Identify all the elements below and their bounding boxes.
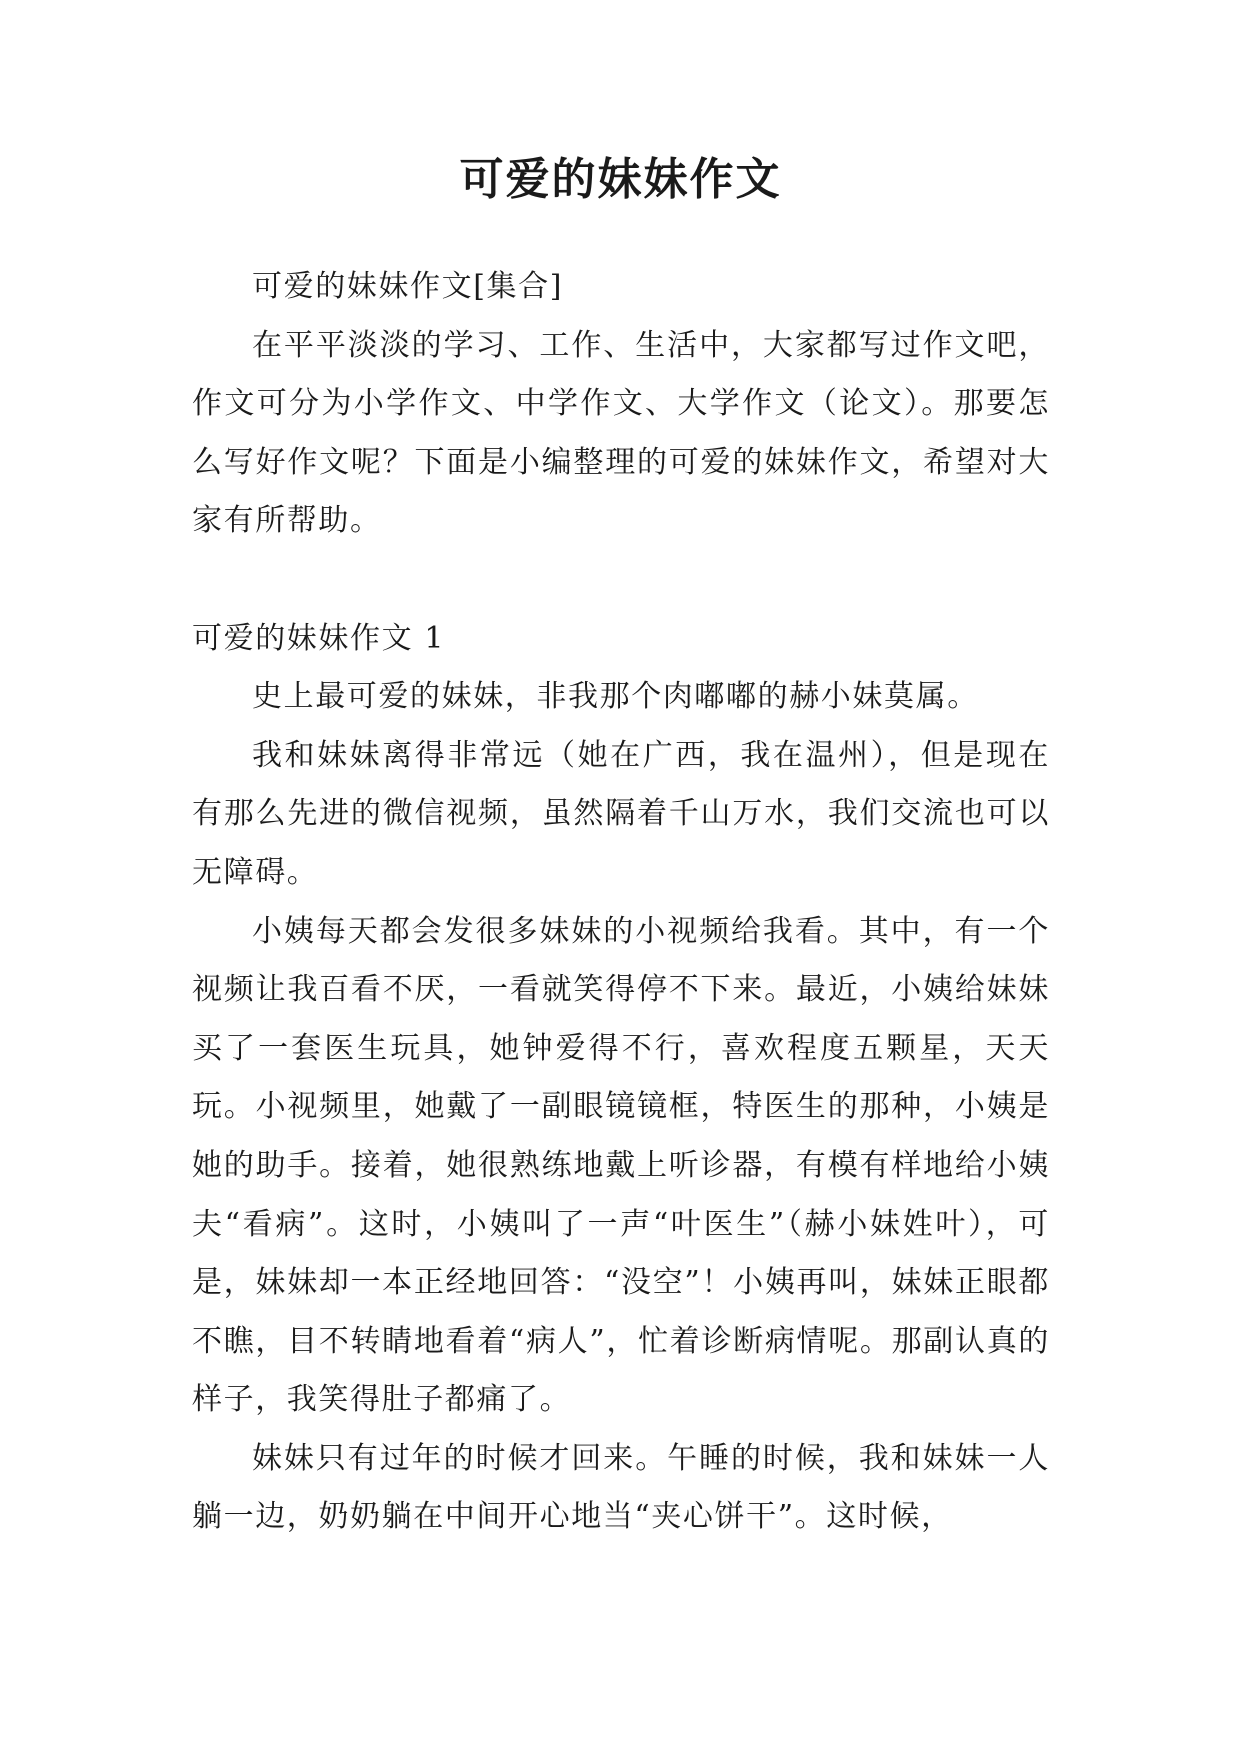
paragraph-4: 妹妹只有过年的时候才回来。午睡的时候，我和妹妹一人躺一边，奶奶躺在中间开心地当“夹心饼干”。这时候， [192,1440,1050,1535]
paragraph-2: 我和妹妹离得非常远（她在广西，我在温州），但是现在有那么先进的微信视频，虽然隔着千山万水，我们交流也可以无障碍。 [192,737,1050,890]
document-body [192,258,1050,1547]
section-heading: 可爱的妹妹作文 1 [192,620,446,656]
paragraph-intro: 在平平淡淡的学习、工作、生活中，大家都写过作文吧，作文可分为小学作文、中学作文、大学作文（论文）。那要怎么写好作文呢？下面是小编整理的可爱的妹妹作文，希望对大家有所帮助。 [192,327,1050,539]
paragraph-3: 小姨每天都会发很多妹妹的小视频给我看。其中，有一个视频让我百看不厌，一看就笑得停不下来。最近，小姨给妹妹买了一套医生玩具，她钟爱得不行，喜欢程度五颗星，天天玩。小视频里，她戴了一副眼镜镜框，特医生的那种，小姨是她的助手。接着，她很熟练地戴上听诊器，有模有样地给小姨夫“看病”。这时，小姨叫了一声“叶医生”（赫小妹姓叶），可是，妹妹却一本正经地回答：“没空”！小姨再叫，妹妹正眼都不瞧，目不转睛地看着“病人”，忙着诊断病情呢。那副认真的样子，我笑得肚子都痛了。 [192,913,1050,1418]
paragraph-1: 史上最可爱的妹妹，非我那个肉嘟嘟的赫小妹莫属。 [252,679,979,715]
paragraph-subtitle: 可爱的妹妹作文[集合] [252,269,564,304]
document-title: 可爱的妹妹作文 [459,154,782,205]
